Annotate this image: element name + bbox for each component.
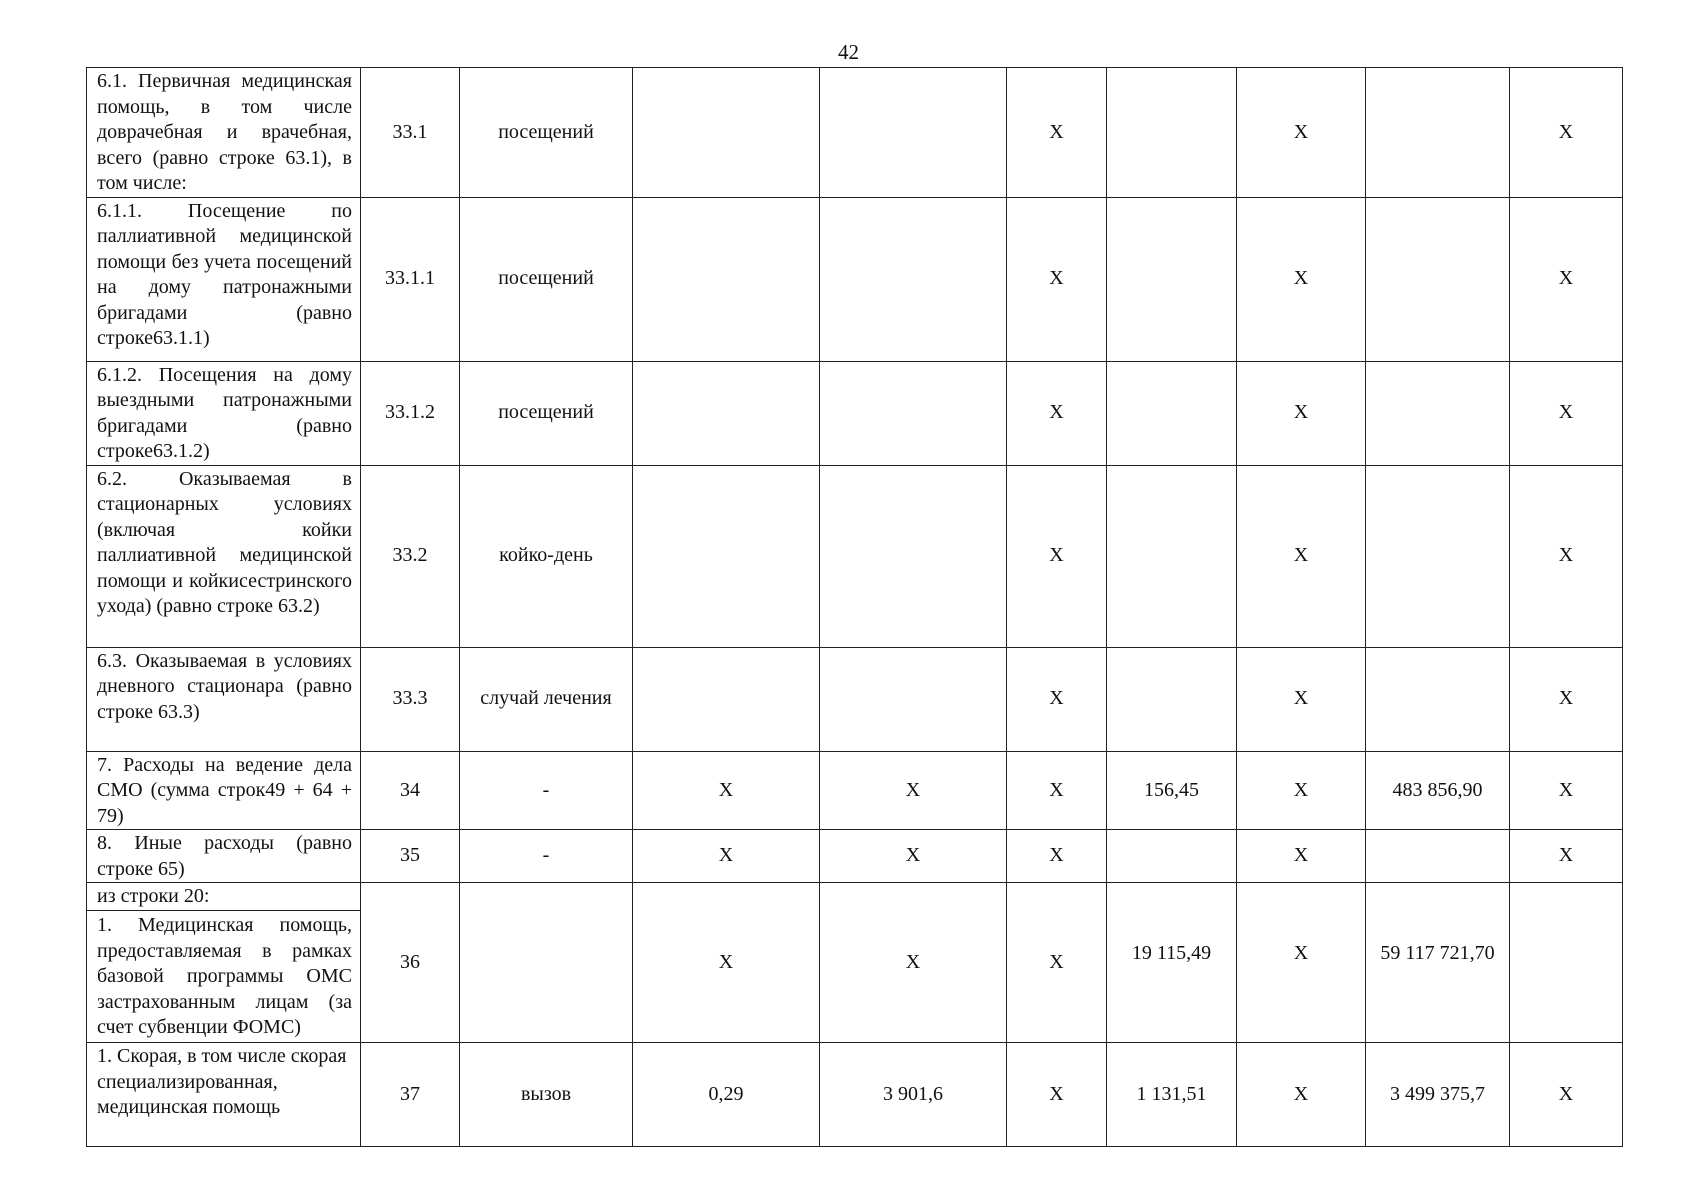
value-cell: X: [1237, 197, 1366, 361]
value-cell: [633, 647, 820, 751]
row-code-cell: 34: [361, 751, 460, 830]
value-cell: X: [820, 751, 1007, 830]
row-code-cell: 33.3: [361, 647, 460, 751]
row-unit-cell: посещений: [460, 361, 633, 465]
value-cell: [820, 68, 1007, 198]
table-row: [87, 1043, 1623, 1147]
value-cell: 156,45: [1107, 751, 1237, 830]
value-cell: [1366, 361, 1510, 465]
value-cell: [1107, 68, 1237, 198]
value-cell: X: [1237, 751, 1366, 830]
row-name-cell: 7. Расходы на ведение дела СМО (сумма строк49 + 64 + 79): [87, 751, 361, 830]
value-cell: X: [1237, 68, 1366, 198]
value-cell: [820, 197, 1007, 361]
value-cell: X: [1510, 830, 1623, 883]
value-cell: [820, 647, 1007, 751]
value-cell: X: [1007, 68, 1107, 198]
value-cell: [1366, 68, 1510, 198]
value-cell: [1107, 647, 1237, 751]
value-cell: X: [1007, 883, 1107, 1043]
row-code-cell: 33.1.1: [361, 197, 460, 361]
row-name-cell: 8. Иные расходы (равно строке 65): [87, 830, 361, 883]
value-cell: X: [1007, 1043, 1107, 1147]
value-cell: [820, 465, 1007, 647]
value-cell: [1107, 830, 1237, 883]
row-unit-cell: случай лечения: [460, 647, 633, 751]
value-cell: [1107, 465, 1237, 647]
row-name-cell: 6.1. Первичная медицинская помощь, в том числе доврачебная и врачебная, всего (равно строке 63.1), в том числе:: [87, 68, 361, 198]
value-cell: [820, 361, 1007, 465]
row-unit-cell: -: [460, 830, 633, 883]
row-code-cell: 35: [361, 830, 460, 883]
value-cell: X: [633, 751, 820, 830]
table-row: [87, 361, 1623, 465]
value-cell: [1366, 647, 1510, 751]
value-cell: X: [1237, 361, 1366, 465]
value-cell: X: [1237, 465, 1366, 647]
row-name-cell: 6.2. Оказываемая в стационарных условиях (включая койки паллиативной медицинской помощи и койкисестринского ухода) (равно строке 63.2): [87, 465, 361, 647]
value-cell: X: [1510, 751, 1623, 830]
financial-table: [86, 67, 1623, 1147]
value-cell: 0,29: [633, 1043, 820, 1147]
value-cell: X: [1007, 647, 1107, 751]
value-cell: X: [1510, 1043, 1623, 1147]
value-cell: X: [633, 830, 820, 883]
value-cell: [633, 465, 820, 647]
value-cell: 1 131,51: [1107, 1043, 1237, 1147]
row-code-cell: 33.1.2: [361, 361, 460, 465]
row-name-cell: 6.1.1. Посещение по паллиативной медицинской помощи без учета посещений на дому патронажными бригадами (равно строке63.1.1): [87, 197, 361, 361]
row-name-cell: 1. Скорая, в том числе скорая специализированная, медицинская помощь: [87, 1043, 361, 1147]
value-cell: [1366, 197, 1510, 361]
value-cell: 19 115,49: [1107, 883, 1237, 1043]
table-row: [87, 883, 1623, 1043]
value-cell: 59 117 721,70: [1366, 883, 1510, 1043]
value-cell: X: [1237, 647, 1366, 751]
value-cell: [633, 197, 820, 361]
value-cell: [633, 68, 820, 198]
value-cell: X: [1007, 197, 1107, 361]
table-row: [87, 830, 1623, 883]
row-code-cell: 33.1: [361, 68, 460, 198]
table-row: [87, 751, 1623, 830]
row-name-cell: 6.3. Оказываемая в условиях дневного стационара (равно строке 63.3): [87, 647, 361, 751]
value-cell: [1107, 197, 1237, 361]
row-unit-cell: вызов: [460, 1043, 633, 1147]
value-cell: X: [1510, 361, 1623, 465]
row-name-cell: [87, 883, 361, 1043]
row-unit-cell: посещений: [460, 197, 633, 361]
table-row: [87, 197, 1623, 361]
value-cell: X: [1007, 465, 1107, 647]
value-cell: X: [1510, 197, 1623, 361]
value-cell: 3 901,6: [820, 1043, 1007, 1147]
row-group-label: из строки 20:: [87, 883, 360, 911]
value-cell: [1366, 465, 1510, 647]
table-row: [87, 465, 1623, 647]
value-cell: X: [820, 830, 1007, 883]
value-cell: X: [1237, 1043, 1366, 1147]
value-cell: X: [633, 883, 820, 1043]
row-code-cell: 33.2: [361, 465, 460, 647]
value-cell: X: [1237, 883, 1366, 1043]
value-cell: [633, 361, 820, 465]
value-cell: X: [1510, 68, 1623, 198]
value-cell: [1510, 883, 1623, 1043]
value-cell: 3 499 375,7: [1366, 1043, 1510, 1147]
value-cell: X: [1007, 830, 1107, 883]
value-cell: 483 856,90: [1366, 751, 1510, 830]
row-code-cell: 36: [361, 883, 460, 1043]
table-row: [87, 68, 1623, 198]
row-unit-cell: койко-день: [460, 465, 633, 647]
value-cell: X: [1510, 465, 1623, 647]
row-unit-cell: -: [460, 751, 633, 830]
value-cell: [1107, 361, 1237, 465]
page-number: 42: [838, 40, 859, 64]
table-row: [87, 647, 1623, 751]
value-cell: X: [1237, 830, 1366, 883]
row-code-cell: 37: [361, 1043, 460, 1147]
value-cell: X: [1007, 751, 1107, 830]
value-cell: [1366, 830, 1510, 883]
value-cell: X: [820, 883, 1007, 1043]
row-unit-cell: посещений: [460, 68, 633, 198]
row-name-text: 1. Медицинская помощь, предоставляемая в рамках базовой программы ОМС застрахованным лицам (за счет субвенции ФОМС): [97, 914, 352, 1038]
value-cell: X: [1510, 647, 1623, 751]
row-unit-cell: [460, 883, 633, 1043]
value-cell: X: [1007, 361, 1107, 465]
row-name-cell: 6.1.2. Посещения на дому выездными патронажными бригадами (равно строке63.1.2): [87, 361, 361, 465]
